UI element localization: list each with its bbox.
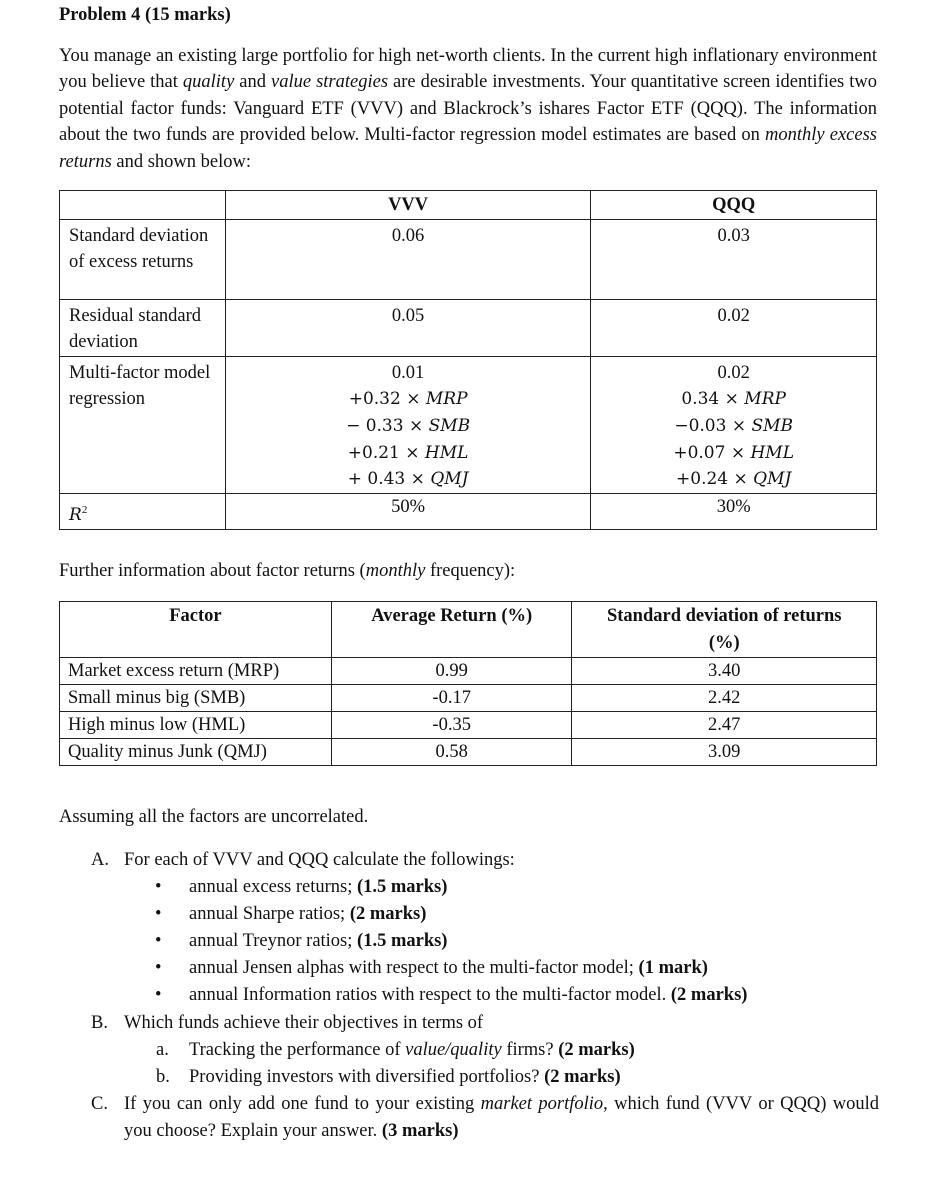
vvv-term-qmj xyxy=(226,466,590,493)
question-c-text-1: If you can only add one fund to your existing xyxy=(124,1093,481,1114)
factor-std: 3.40 xyxy=(572,658,877,685)
question-b-text: Which funds achieve their objectives in terms of xyxy=(124,1012,484,1033)
qqq-term-hml xyxy=(591,440,876,467)
r2-superscript: 2 xyxy=(81,503,88,516)
r2-row xyxy=(60,493,877,529)
table-row xyxy=(60,658,877,685)
item-marks: (1.5 marks) xyxy=(357,931,448,952)
regression-vvv xyxy=(225,356,590,493)
item-marks: (2 marks) xyxy=(670,985,748,1006)
qqq-factor-qmj: QMJ xyxy=(753,469,792,490)
question-b xyxy=(59,1010,879,1037)
question-b-marker: B. xyxy=(91,1012,108,1033)
header-std-line1: Standard deviation of returns xyxy=(606,606,842,626)
factor-avg: 0.99 xyxy=(331,658,572,685)
vvv-term-smb xyxy=(226,413,590,440)
resid-qqq: 0.02 xyxy=(591,299,877,356)
factor-name: Small minus big (SMB) xyxy=(60,685,332,712)
item-text: annual Information ratios with respect to the multi-factor model. xyxy=(189,985,671,1006)
item-marks: (1.5 marks) xyxy=(356,877,448,898)
header-vvv: VVV xyxy=(225,191,590,220)
header-average-return: Average Return (%) xyxy=(331,602,572,658)
r2-qqq: 30% xyxy=(591,493,877,529)
vvv-coef-mrp: +0.32 × xyxy=(348,389,426,410)
vvv-coef-hml: +0.21 × xyxy=(347,442,425,463)
question-a xyxy=(59,847,879,874)
factor-std: 2.42 xyxy=(572,685,877,712)
vvv-factor-smb: SMB xyxy=(428,415,471,436)
vvv-alpha: 0.01 xyxy=(391,362,425,383)
list-item xyxy=(59,874,879,901)
question-b-b-text: Providing investors with diversified portfolios? xyxy=(189,1066,545,1087)
list-item xyxy=(59,901,879,928)
intro-text-1: You manage an existing large portfolio for high net-worth clients. In the current high inflationary environment you believe that xyxy=(59,46,877,93)
factor-avg: -0.35 xyxy=(331,712,572,739)
further-text-2: frequency): xyxy=(425,561,516,581)
intro-emphasis-value: value strategies xyxy=(271,72,389,93)
further-info-text xyxy=(59,561,515,582)
item-text: annual Jensen alphas with respect to the multi-factor model; xyxy=(189,958,639,979)
intro-text-3: are desirable investments. Your quantitative screen identifies two potential factor funds: Vanguard ETF (VVV) and Blackrock’s ishares Factor ETF (QQQ). The information about the two funds are provided below. Multi-factor regression model estimates are based on xyxy=(59,72,878,146)
qqq-factor-mrp: MRP xyxy=(744,389,786,410)
resid-label: Residual standard deviation xyxy=(60,299,226,356)
bullet-icon: • xyxy=(155,904,162,925)
resid-vvv: 0.05 xyxy=(225,299,590,356)
list-item xyxy=(59,982,879,1009)
intro-text-4: and shown below: xyxy=(111,151,252,172)
bullet-icon: • xyxy=(155,985,162,1006)
question-b-b xyxy=(59,1064,879,1091)
problem-title: Problem 4 (15 marks) xyxy=(59,5,231,25)
factor-name: Quality minus Junk (QMJ) xyxy=(60,739,332,766)
table-row xyxy=(60,685,877,712)
factor-table-header xyxy=(60,602,877,658)
question-b-a-text-2: firms? xyxy=(501,1039,559,1060)
intro-text-2: and xyxy=(234,72,272,93)
question-c-emphasis: market portfolio xyxy=(480,1093,604,1114)
qqq-alpha: 0.02 xyxy=(717,362,750,383)
further-text-1: Further information about factor returns ( xyxy=(59,561,366,581)
vvv-term-mrp xyxy=(226,386,590,413)
resid-row xyxy=(60,299,877,356)
bullet-icon: • xyxy=(155,958,162,979)
question-c-marker: C. xyxy=(91,1093,108,1114)
header-factor: Factor xyxy=(60,602,332,658)
question-c-marks: (3 marks) xyxy=(381,1120,459,1141)
question-b-a xyxy=(59,1037,879,1064)
qqq-factor-smb: SMB xyxy=(751,415,794,436)
assumption-text: Assuming all the factors are uncorrelated. xyxy=(59,807,369,827)
factor-avg: -0.17 xyxy=(331,685,572,712)
item-marks: (1 mark) xyxy=(638,958,708,979)
table-row xyxy=(60,739,877,766)
qqq-coef-qmj: +0.24 × xyxy=(676,469,754,490)
question-b-a-marker: a. xyxy=(156,1039,169,1060)
header-std-line2: (%) xyxy=(708,633,740,653)
question-c-text-2: , which fund (VVV or QQQ) would you choose? Explain your answer. xyxy=(124,1093,879,1141)
vvv-factor-qmj: QMJ xyxy=(430,469,469,490)
r2-vvv: 50% xyxy=(225,493,590,529)
fund-regression-table xyxy=(59,190,877,530)
fund-table-header xyxy=(60,191,877,220)
factor-std: 2.47 xyxy=(572,712,877,739)
header-qqq: QQQ xyxy=(591,191,877,220)
item-text: annual excess returns; xyxy=(189,877,357,898)
qqq-coef-mrp: 0.34 × xyxy=(681,389,745,410)
intro-emphasis-monthly: monthly excess returns xyxy=(59,125,877,172)
bullet-icon: • xyxy=(155,877,162,898)
r2-label xyxy=(60,493,226,529)
question-b-a-text-1: Tracking the performance of xyxy=(189,1039,406,1060)
further-emphasis-monthly: monthly xyxy=(365,561,426,581)
vvv-factor-hml: HML xyxy=(424,442,469,463)
item-text: annual Sharpe ratios; xyxy=(189,904,350,925)
factor-name: Market excess return (MRP) xyxy=(60,658,332,685)
vvv-coef-qmj: + 0.43 × xyxy=(347,469,431,490)
table-row xyxy=(60,712,877,739)
regression-qqq xyxy=(591,356,877,493)
item-text: annual Treynor ratios; xyxy=(189,931,358,952)
r2-letter: R xyxy=(69,504,82,525)
qqq-term-smb xyxy=(591,413,876,440)
factor-std: 3.09 xyxy=(572,739,877,766)
question-b-b-marks: (2 marks) xyxy=(544,1066,621,1087)
std-label: Standard deviation of excess returns xyxy=(60,219,226,299)
intro-emphasis-quality: quality xyxy=(182,72,235,93)
qqq-coef-smb: −0.03 × xyxy=(674,415,752,436)
qqq-term-qmj xyxy=(591,466,876,493)
item-marks: (2 marks) xyxy=(349,904,427,925)
list-item xyxy=(59,955,879,982)
regression-row xyxy=(60,356,877,493)
header-std-returns xyxy=(572,602,877,658)
question-b-a-emphasis: value/quality xyxy=(405,1039,502,1060)
std-vvv: 0.06 xyxy=(225,219,590,299)
question-a-text: For each of VVV and QQQ calculate the followings: xyxy=(124,850,515,870)
vvv-term-hml xyxy=(226,440,590,467)
qqq-factor-hml: HML xyxy=(750,442,795,463)
vvv-coef-smb: − 0.33 × xyxy=(346,415,429,436)
factor-avg: 0.58 xyxy=(331,739,572,766)
factor-name: High minus low (HML) xyxy=(60,712,332,739)
header-empty xyxy=(60,191,226,220)
regression-label: Multi-factor model regression xyxy=(60,356,226,493)
vvv-factor-mrp: MRP xyxy=(425,389,468,410)
question-a-marker: A. xyxy=(91,850,109,870)
list-item xyxy=(59,928,879,955)
questions xyxy=(59,847,879,1145)
question-b-a-marks: (2 marks) xyxy=(558,1039,635,1060)
question-c xyxy=(59,1091,879,1145)
factor-returns-table xyxy=(59,601,877,766)
intro-paragraph xyxy=(59,43,877,175)
question-b-b-marker: b. xyxy=(156,1066,170,1087)
std-qqq: 0.03 xyxy=(591,219,877,299)
std-row xyxy=(60,219,877,299)
bullet-icon: • xyxy=(155,931,162,952)
qqq-term-mrp xyxy=(591,386,876,413)
qqq-coef-hml: +0.07 × xyxy=(673,442,751,463)
